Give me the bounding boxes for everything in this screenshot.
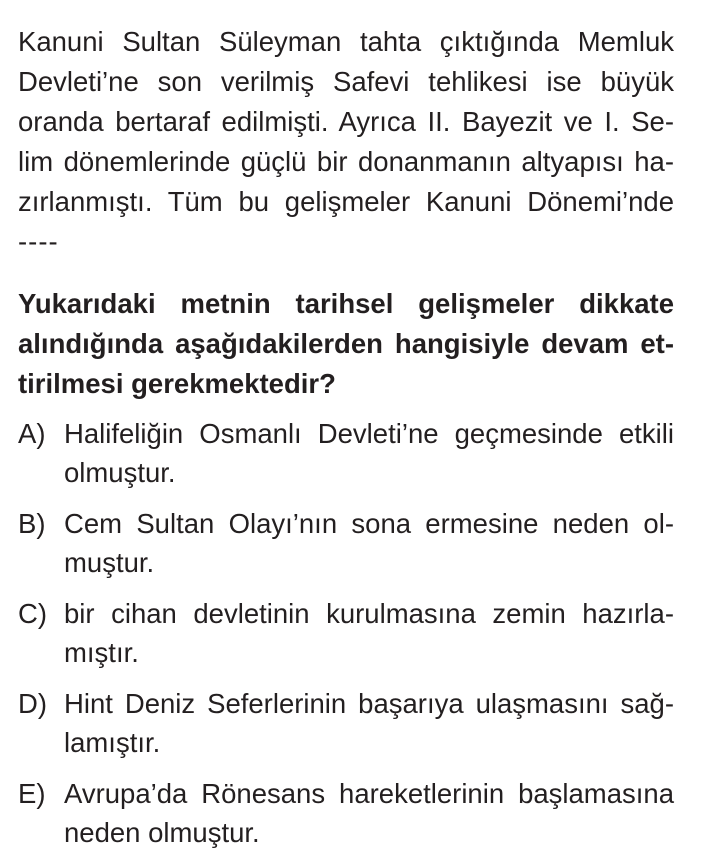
question-stem (18, 284, 674, 404)
question-line: alındığında aşağıdakilerden hangisiyle devam et- (18, 328, 674, 359)
question-line: Yukarıdaki metnin tarihsel gelişmeler dikkate (18, 288, 674, 319)
question-line: tirilmesi gerekmektedir? (18, 368, 336, 399)
passage-line: Kanuni Sultan Süleyman tahta çıktığında Memluk (18, 26, 674, 57)
option-line: mıştır. (64, 637, 139, 668)
option-line: Halifeliğin Osmanlı Devleti’ne geçmesinde etkili (64, 418, 674, 449)
passage-line: Devleti’ne son verilmiş Safevi tehlikesi ise büyük (18, 66, 674, 97)
option-letter: B) (18, 508, 46, 539)
option-line: lamıştır. (64, 727, 161, 758)
option-line: Hint Deniz Seferlerinin başarıya ulaşmasını sağ- (64, 688, 674, 719)
option-line: muştur. (64, 547, 155, 578)
option-line: neden olmuştur. (64, 817, 260, 848)
option-letter: D) (18, 688, 48, 719)
option-line: Cem Sultan Olayı’nın sona ermesine neden ol- (64, 508, 674, 539)
option-d[interactable] (18, 684, 674, 762)
option-e[interactable] (18, 774, 674, 852)
passage-blank: ---- (18, 226, 59, 257)
option-line: Avrupa’da Rönesans hareketlerinin başlamasına (64, 778, 674, 809)
answer-options (18, 414, 674, 852)
option-line: olmuştur. (64, 457, 176, 488)
passage-text (18, 22, 674, 262)
option-c[interactable] (18, 594, 674, 672)
option-text (64, 684, 674, 762)
option-text (64, 414, 674, 492)
passage-line: lim dönemlerinde güçlü bir donanmanın altyapısı ha- (18, 146, 674, 177)
passage-line: zırlanmıştı. Tüm bu gelişmeler Kanuni Dönemi’nde (18, 186, 674, 217)
option-text (64, 594, 674, 672)
option-line: bir cihan devletinin kurulmasına zemin hazırla- (64, 598, 674, 629)
option-text (64, 504, 674, 582)
option-b[interactable] (18, 504, 674, 582)
passage-line: oranda bertaraf edilmişti. Ayrıca II. Bayezit ve I. Se- (18, 106, 674, 137)
option-letter: E) (18, 778, 46, 809)
option-a[interactable] (18, 414, 674, 492)
option-text (64, 774, 674, 852)
question-card (18, 22, 674, 864)
option-letter: A) (18, 418, 46, 449)
option-letter: C) (18, 598, 48, 629)
